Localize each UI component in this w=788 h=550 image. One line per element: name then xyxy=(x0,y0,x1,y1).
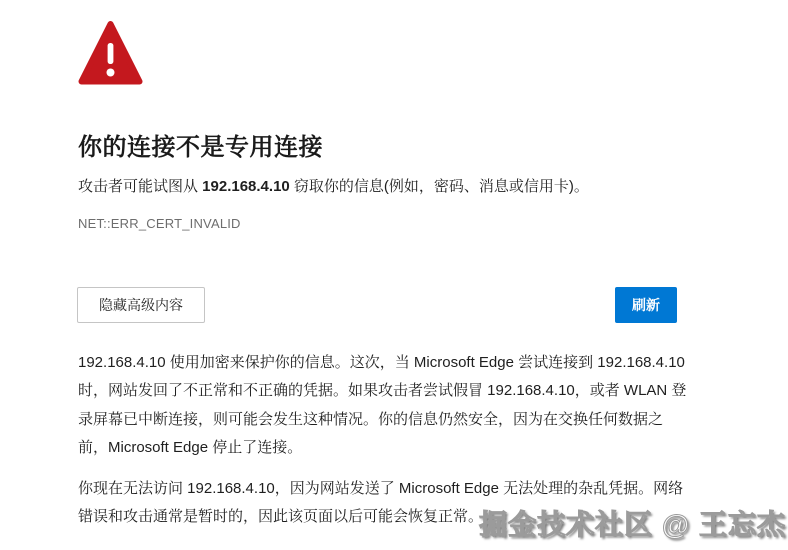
error-code: NET::ERR_CERT_INVALID xyxy=(78,216,241,231)
subtitle-text-prefix: 攻击者可能试图从 xyxy=(78,178,203,195)
page-title: 你的连接不是专用连接 xyxy=(78,134,323,161)
warning-triangle-icon xyxy=(78,20,143,87)
advanced-paragraph-2: 你现在无法访问 192.168.4.10，因为网站发送了 Microsoft Edge 无法处理的杂乱凭据。网络错误和攻击通常是暂时的，因此该页面以后可能会恢复正常。 xyxy=(78,480,684,526)
advanced-paragraph-1: 192.168.4.10 使用加密来保护你的信息。这次，当 Microsoft Edge 尝试连接到 192.168.4.10 时，网站发回了不正常和不正确的凭据。如果攻击者尝试假冒 192.168.4.10，或者 WLAN 登录屏幕已中断连接，则可能会发生这种情况。你的信息仍然安全，因为在交换任何数据之前，Microsoft Edge 停止了连接。 xyxy=(78,354,687,457)
target-host: 192.168.4.10 xyxy=(202,178,290,195)
refresh-button[interactable]: 刷新 xyxy=(615,287,677,323)
button-row xyxy=(77,287,677,323)
subtitle-text-suffix: 窃取你的信息(例如，密码、消息或信用卡)。 xyxy=(289,178,589,195)
watermark-text: 掘金技术社区 @ 王忘杰 xyxy=(479,509,786,540)
error-subtitle xyxy=(78,176,690,198)
hide-advanced-button[interactable]: 隐藏高级内容 xyxy=(77,287,205,323)
